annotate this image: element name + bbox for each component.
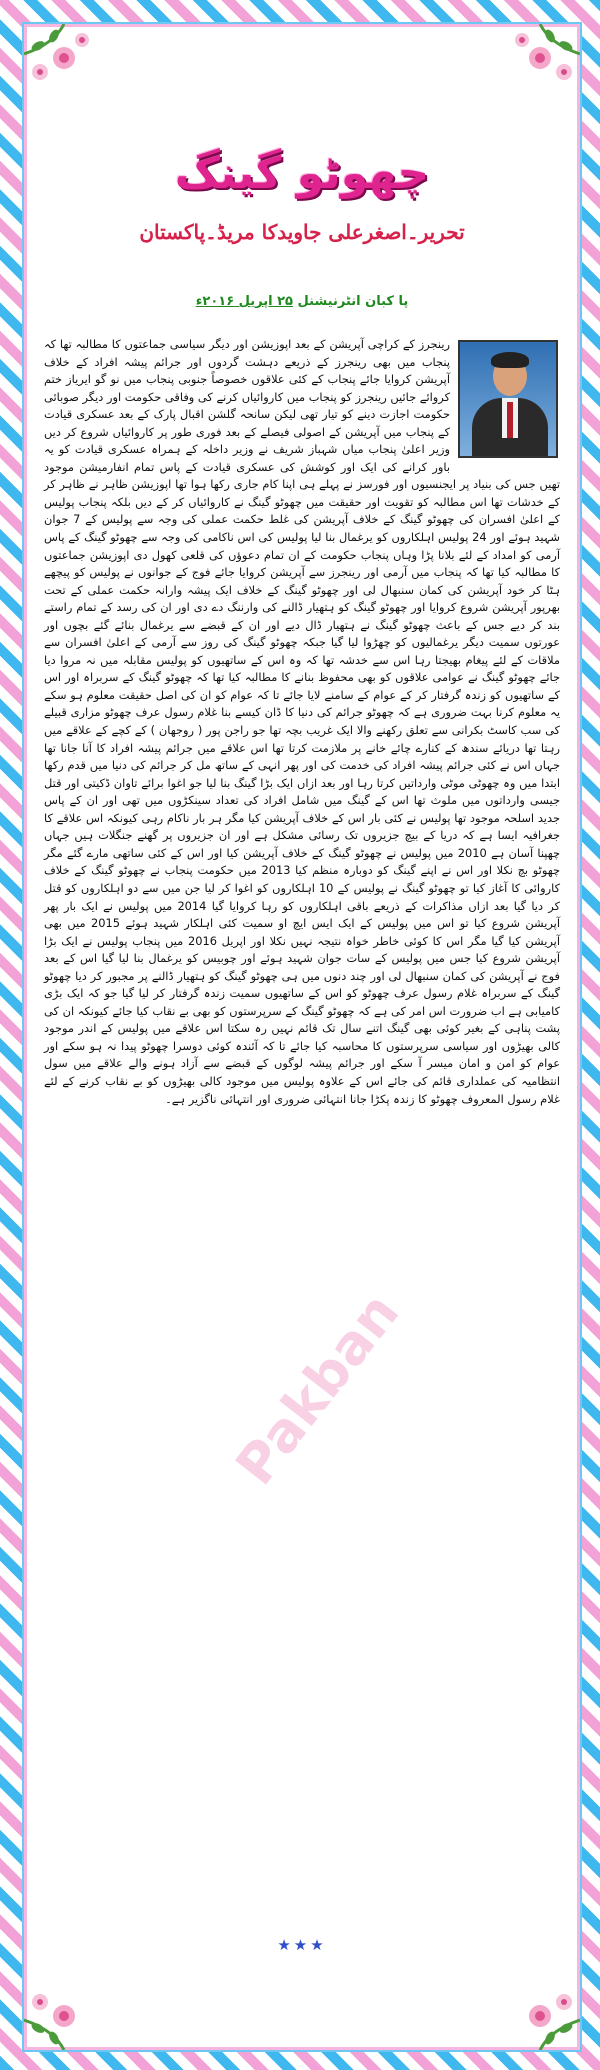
article-body	[44, 336, 560, 1108]
publication-name: پا کبان انٹرنیشنل	[297, 294, 409, 309]
article-paragraph: رینجرز کے کراچی آپریشن کے بعد اپوزیشن اور دیگر سیاسی جماعتوں کا مطالبہ تھا کہ پنجاب میں بھی رینجرز کے ذریعے دہشت گردوں اور جرائم پیشہ افراد کے خلاف آپریشن کروایا جائے پنجاب کے کئی علاقوں خصوصاً جنوبی پنجاب میں نو گو ایریاز ختم کروائے جائیں رینجرز کو پنجاب میں کاروائیاں کرنے کی وفاقی حکومت اور دیگر صوبائی حکومت اجازت دینے کو تیار تھی لیکن سانحہ گلشن اقبال پارک کے بعد عسکری قیادت کے پنجاب میں آپریشن کے اصولی فیصلے کے بعد فوری طور پر کاروائیاں شروع کر دیں وزیر اعلیٰ پنجاب میاں شہباز شریف نے وزیر داخلہ کے ہمراہ عسکری قیادت کو یہ باور کرانے کی ایک اور کوشش کی عسکری قیادت کے پاس تمام انفارمیشن موجود تھیں جس کی بنیاد پر ایجنسیوں اور فورسز نے پہلے ہی اپنا کام جاری رکھا ہوا تھا اپوزیشن ظاہر نے ظاہر کر کے خدشات تھا اس مطالبہ کو تقویت اور حقیقت میں چھوٹو گینگ نے کاروائیاں کر کے دیں بلکہ پنجاب پولیس کے اعلیٰ افسران کی چھوٹو گینگ کے خلاف آپریشن کی غلط حکمت عملی کی وجہ سے پولیس کے 7 جوان شہید ہوئے اور 24 پولیس اہلکاروں کو یرغمال بنا لیا پولیس کی اس ناکامی کی وجہ سے چھوٹو گینگ کے پاس آرمی کو امداد کے لئے بلانا پڑا وہاں پنجاب حکومت کے ان تمام دعوؤں کی قلعی کھول دی اپوزیشن جماعتوں کا مطالبہ کیا تھا کہ پنجاب میں آرمی اور رینجرز سے آپریشن کروایا جائے فوج کے جوانوں نے پولیس کو پیچھے ہٹا کر خود آپریشن کی کمان سنبھال لی اور چھوٹو گینگ کے خلاف ایک پیشہ وارانہ حکمت عملی کے تحت بھرپور آپریشن شروع کروایا اور چھوٹو گینگ کو ہتھیار ڈالنے کی وارننگ دے دی اور ان کی رسد کے تمام راستے بند کر دیے جس کے باعث چھوٹو گینگ نے ہتھیار ڈال دیے اور ان کے قبضے سے یرغمال بنائے گئے بچوں اور عورتوں سمیت دیگر یرغمالیوں کو چھڑوا لیا گیا جبکہ چھوٹو گینگ کی روز سے آرمی کے اعلیٰ افسران سے ملاقات کے لئے پیغام بھیجتا رہا اس سے خدشہ تھا کہ وہ اس کے ساتھیوں کو پولیس مقابلہ میں نہ مروا دیا جائے چھوٹو گینگ نے عوامی علاقوں کو بھی محفوظ بنانے کا مطالبہ کیا تھا کہ چھوٹو گینگ کے سربراہ اور اس کے ساتھیوں کو زندہ گرفتار کر کے عوام کے سامنے لایا جائے تا کہ عوام کو ان کی اصل حقیقت معلوم ہو سکے یہ معلوم کرنا بہت ضروری ہے کہ چھوٹو جرائم کی دنیا کا ڈان کیسے بنا غلام رسول عرف چھوٹو مزاری قبیلے کی سب کاسٹ بکرانی سے تعلق رکھنے والا ایک غریب بچہ تھا جو راجن پور ( روجھان ) کے کچے کے علاقے میں رہتا تھا دریائے سندھ کے کنارے چائے خانے پر ملازمت کرتا تھا اس علاقے میں جرائم پیشہ افراد کا آنا جانا تھا جہاں اس نے کئی جرائم پیشہ افراد کی خدمت کی اور پھر انہی کے ساتھ مل کر جرائم کی دنیا میں قدم رکھا ابتدا میں وہ چھوٹی موٹی وارداتیں کرتا رہا اور بعد ازاں ایک بڑا گینگ بنا لیا جو اغوا برائے تاوان ڈکیتی اور قتل جیسی وارداتوں میں ملوث تھا اس کے گینگ میں شامل افراد کی تعداد سینکڑوں میں تھی اور ان کے پاس جدید اسلحہ موجود تھا پولیس نے کئی بار اس کے خلاف آپریشن کیا مگر ہر بار ناکام رہی کیونکہ اس علاقے کا جغرافیہ ایسا ہے کہ دریا کے بیچ جزیروں تک رسائی مشکل ہے اور ان جزیروں پر گھنے جنگلات ہیں جہاں چھپنا آسان ہے 2010 میں پولیس نے چھوٹو گینگ کے خلاف آپریشن کیا اور اس کے کئی ساتھی مارے گئے مگر چھوٹو بچ نکلا اور اس نے اپنے گینگ کو دوبارہ منظم کیا 2013 میں حکومت پنجاب نے چھوٹو گینگ کے خلاف کاروائی کا آغاز کیا تو چھوٹو گینگ نے پولیس کے 10 اہلکاروں کو اغوا کر لیا جن میں سے دو اہلکاروں کو قتل کر دیا گیا بعد ازاں مذاکرات کے ذریعے باقی اہلکاروں کو رہا کروایا گیا 2014 میں پولیس نے ایک بار پھر آپریشن شروع کیا تو اس میں پولیس کے ایک ایس ایچ او سمیت کئی اہلکار شہید ہوئے 2015 میں بھی آپریشن کیا گیا مگر اس کا کوئی خاطر خواہ نتیجہ نہیں نکلا اور اپریل 2016 میں پنجاب پولیس نے ایک بڑا آپریشن شروع کیا جس میں پولیس کے سات جوان شہید ہوئے اور چوبیس کو یرغمال بنا لیا گیا اس کے بعد فوج نے آپریشن کی کمان سنبھال لی اور چند دنوں میں ہی چھوٹو گینگ کو ہتھیار ڈالنے پر مجبور کر دیا چھوٹو گینگ کے سربراہ غلام رسول عرف چھوٹو کو اس کے ساتھیوں سمیت زندہ گرفتار کر لیا گیا جو کہ ایک بڑی کامیابی ہے اب ضرورت اس امر کی ہے کہ چھوٹو گینگ کے سرپرستوں کو بھی بے نقاب کیا جائے کیونکہ ان کی پشت پناہی کے بغیر کوئی بھی گینگ اتنے سال تک قائم نہیں رہ سکتا اس علاقے میں پولیس کے اندر موجود کالی بھیڑوں اور سیاسی سرپرستوں کا محاسبہ کیا جائے تا کہ آئندہ کوئی دوسرا چھوٹو پیدا نہ ہو سکے اور عوام کو امن و امان میسر آ سکے اور جرائم پیشہ لوگوں کے قبضے سے آزاد ہونے والے علاقے میں سول انتظامیہ کی عملداری قائم کی جائے اس کے علاوہ پولیس میں موجود کالی بھیڑوں کو بے نقاب کرنے کے لئے غلام رسول المعروف چھوٹو کا زندہ پکڑا جانا انتہائی ضروری اور انتہائی ناگزیر ہے۔	[44, 337, 561, 1106]
flower-corner-icon	[490, 1960, 580, 2050]
publication-source	[24, 294, 580, 309]
end-stars: ★★★	[277, 1936, 327, 1954]
author-byline: تحریر۔اصغرعلی جاویدکا مریڈ۔پاکستان	[139, 220, 465, 244]
page-frame	[22, 22, 582, 2052]
flower-corner-icon	[24, 24, 114, 114]
publication-date: ۲۵ اپریل ۲۰۱۶ء	[195, 294, 293, 309]
flower-corner-icon	[490, 24, 580, 114]
watermark-logo: Pakban	[223, 1281, 412, 1497]
flower-corner-icon	[24, 1960, 114, 2050]
author-photo	[458, 340, 558, 458]
article-title: چھوٹو گینگ	[174, 148, 430, 199]
